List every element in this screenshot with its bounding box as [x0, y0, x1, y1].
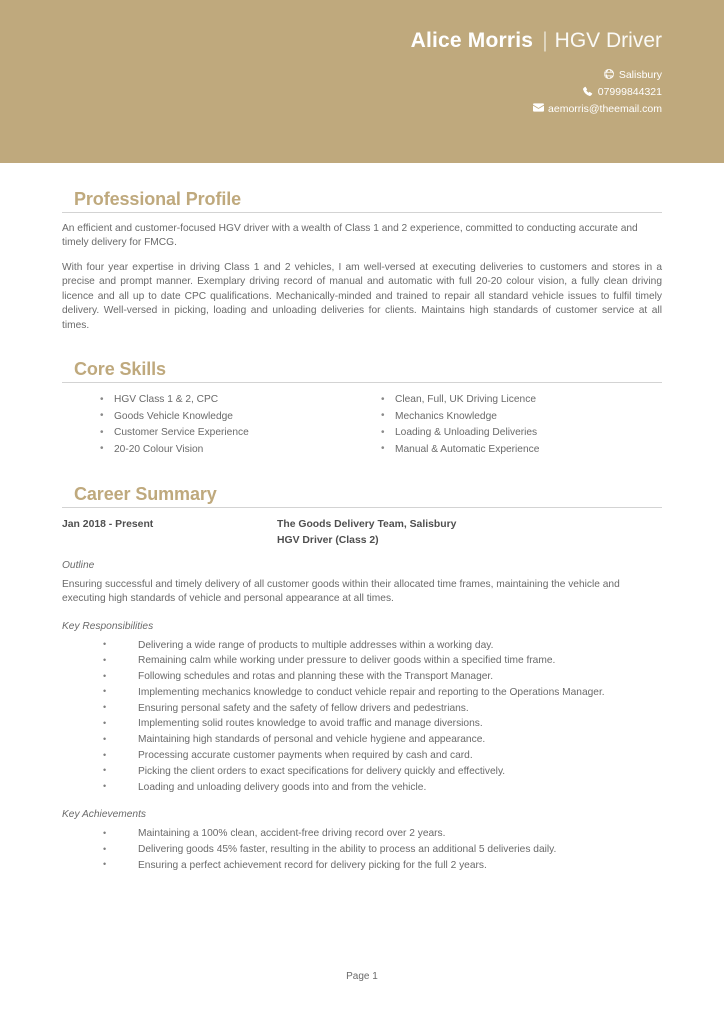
header-name-line — [0, 28, 662, 53]
list-item: • Remaining calm while working under pressure to deliver goods within a specified time frame. — [62, 654, 662, 669]
outline-text: Ensuring successful and timely delivery of all customer goods within their allocated time frames, maintaining the vehicle and executing high standards of vehicle and personal appearance at all times. — [62, 578, 620, 605]
achievements-list — [62, 827, 662, 873]
contact-location — [0, 67, 662, 84]
list-item: • Goods Vehicle Knowledge — [100, 409, 381, 426]
skills-columns — [62, 392, 662, 458]
responsibilities-label: Key Responsibilities — [62, 620, 154, 632]
candidate-name: Alice Morris — [410, 29, 534, 52]
section-title-career-summary: Career Summary — [74, 484, 217, 505]
job-dates: Jan 2018 - Present — [62, 519, 154, 531]
list-item: • Loading & Unloading Deliveries — [381, 425, 662, 442]
profile-paragraph-1: An efficient and customer-focused HGV driver with a wealth of Class 1 and 2 experience, committed to conducting accurate and timely delivery for FMCG. — [62, 223, 638, 249]
profile-paragraph-2: With four year expertise in driving Class 1 and 2 vehicles, I am well-versed at executing deliveries to customers and stores in a precise and prompt manner. Exemplary driving record of manual and automatic with full 20-20 colour vision, a fully clean driving licence and all up to date CPC qualifications. Mechanically-minded and trained to repair all standard vehicle issues to fulfil timely delivery. Well-versed in picking, loading and unloading deliveries for clients. Maintains high standards of customer service at all times. — [62, 261, 662, 331]
envelope-icon — [532, 102, 545, 113]
section-career-summary — [62, 484, 662, 873]
job-entry-header — [62, 517, 662, 547]
contact-email — [0, 101, 662, 118]
list-item: • Maintaining a 100% clean, accident-free driving record over 2 years. — [62, 827, 662, 842]
responsibilities-list — [62, 639, 662, 796]
list-item: • Customer Service Experience — [100, 425, 381, 442]
list-item: • Picking the client orders to exact specifications for delivery quickly and effectively. — [62, 765, 662, 780]
name-title-divider: | — [542, 29, 548, 52]
achievements-label: Key Achievements — [62, 809, 146, 821]
list-item: • Implementing mechanics knowledge to conduct vehicle repair and reporting to the Operations Manager. — [62, 686, 662, 701]
section-title-core-skills: Core Skills — [74, 359, 166, 380]
phone-icon — [582, 86, 595, 96]
section-core-skills — [62, 359, 662, 458]
section-divider — [62, 212, 662, 213]
page-number: Page 1 — [346, 971, 378, 982]
list-item: • Following schedules and rotas and planning these with the Transport Manager. — [62, 670, 662, 685]
globe-icon — [603, 69, 616, 79]
resume-body — [0, 189, 724, 874]
section-professional-profile — [62, 189, 662, 333]
list-item: • Clean, Full, UK Driving Licence — [381, 392, 662, 409]
section-title-professional-profile: Professional Profile — [74, 189, 242, 209]
list-item: • Delivering a wide range of products to multiple addresses within a working day. — [62, 639, 662, 654]
job-role: HGV Driver (Class 2) — [277, 534, 379, 546]
section-divider — [62, 507, 662, 508]
contact-phone — [0, 84, 662, 101]
candidate-job-title: HGV Driver — [554, 29, 662, 52]
section-divider — [62, 382, 662, 383]
outline-label: Outline — [62, 559, 95, 571]
list-item: • Ensuring a perfect achievement record for delivery picking for the full 2 years. — [62, 859, 662, 874]
list-item: • Processing accurate customer payments when required by cash and card. — [62, 749, 662, 764]
resume-header — [0, 0, 724, 163]
list-item: • Implementing solid routes knowledge to avoid traffic and manage diversions. — [62, 717, 662, 732]
list-item: • HGV Class 1 & 2, CPC — [100, 392, 381, 409]
list-item: • Loading and unloading delivery goods into and from the vehicle. — [62, 781, 662, 796]
page-footer — [0, 971, 724, 982]
list-item: • Maintaining high standards of personal and vehicle hygiene and appearance. — [62, 733, 662, 748]
list-item: • Mechanics Knowledge — [381, 409, 662, 426]
skills-column-left — [100, 392, 381, 458]
phone-value: 07999844321 — [597, 86, 662, 99]
location-value: Salisbury — [618, 69, 662, 82]
list-item: • Delivering goods 45% faster, resulting in the ability to process an additional 5 deliveries daily. — [62, 843, 662, 858]
list-item: • Manual & Automatic Experience — [381, 442, 662, 459]
job-employer-role — [277, 517, 456, 547]
list-item: • Ensuring personal safety and the safety of fellow drivers and pedestrians. — [62, 702, 662, 717]
list-item: • 20-20 Colour Vision — [100, 442, 381, 459]
skills-column-right — [381, 392, 662, 458]
job-employer: The Goods Delivery Team, Salisbury — [277, 519, 457, 531]
email-value: aemorris@theemail.com — [548, 103, 662, 116]
